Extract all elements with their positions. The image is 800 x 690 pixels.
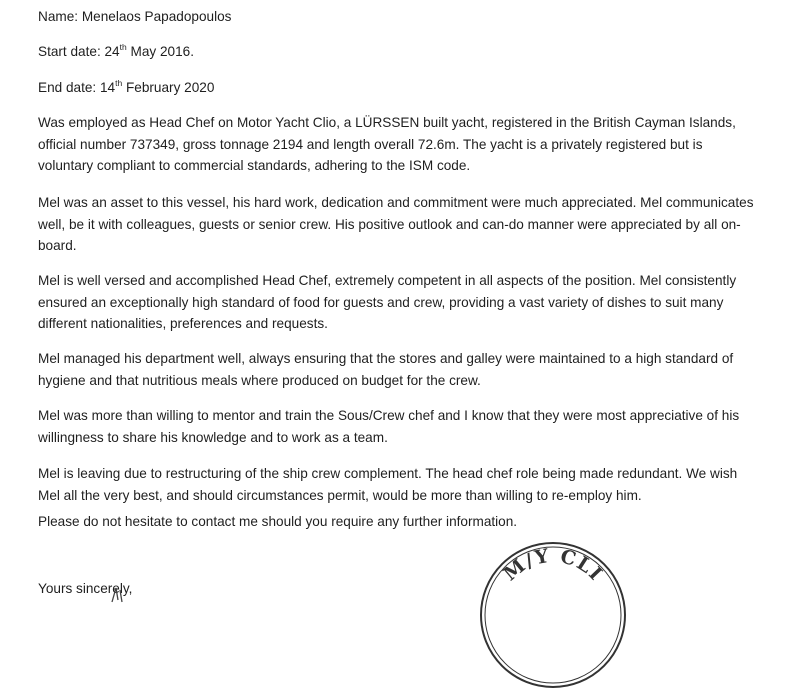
yacht-stamp: [478, 540, 628, 690]
paragraph-competence: Mel is well versed and accomplished Head Chef, extremely competent in all aspects of the position. Mel consistently ensured an exceptionally high standard of food for guests and crew, providing a vast variety of dishes to suit many different nationalities, preferences and requests.: [38, 273, 737, 331]
start-date-suffix: th: [119, 42, 127, 52]
paragraph-mentoring: Mel was more than willing to mentor and train the Sous/Crew chef and I know that they were most appreciative of his willingness to share his knowledge and to work as a team.: [38, 408, 740, 445]
paragraph-employment: Was employed as Head Chef on Motor Yacht Clio, a LÜRSSEN built yacht, registered in the British Cayman Islands, official number 737349, gross tonnage 2194 and length overall 72.6m. The yacht is a privately registered but is voluntary compliant to commercial standards, adhering to the ISM code.: [38, 115, 736, 173]
end-date-label: End date:: [38, 80, 97, 95]
paragraph-leaving: Mel is leaving due to restructuring of the ship crew complement. The head chef role being made redundant. We wish Mel all the very best, and should circumstances permit, would be more than willing to re-employ him.: [38, 466, 738, 503]
closing-line: Yours sincerely,: [38, 581, 133, 596]
start-date-day: 24: [104, 44, 120, 59]
signature-mark: [100, 584, 140, 604]
start-date-rest: May 2016.: [130, 44, 194, 59]
end-date-rest: February 2020: [125, 80, 215, 95]
start-date-label: Start date:: [38, 44, 101, 59]
end-date-suffix: th: [115, 78, 123, 88]
end-date-day: 14: [99, 80, 116, 95]
paragraph-department: Mel managed his department well, always ensuring that the stores and galley were maintained to a high standard of hygiene and that nutritious meals where produced on budget for the crew.: [38, 351, 734, 388]
name-line: [38, 9, 231, 24]
end-date-line: [38, 80, 214, 95]
paragraph-contact: Please do not hesitate to contact me should you require any further information.: [38, 514, 518, 529]
stamp-text: M/Y CLI: [499, 544, 608, 586]
start-date-line: [38, 44, 194, 59]
paragraph-asset: Mel was an asset to this vessel, his hard work, dedication and commitment were much appreciated. Mel communicates well, be it with colleagues, guests or senior crew. His positive outlook and can-do manner were appreciated by all on-board.: [38, 195, 754, 253]
employee-name: Menelaos Papadopoulos: [81, 9, 232, 24]
name-label: Name:: [38, 9, 79, 24]
